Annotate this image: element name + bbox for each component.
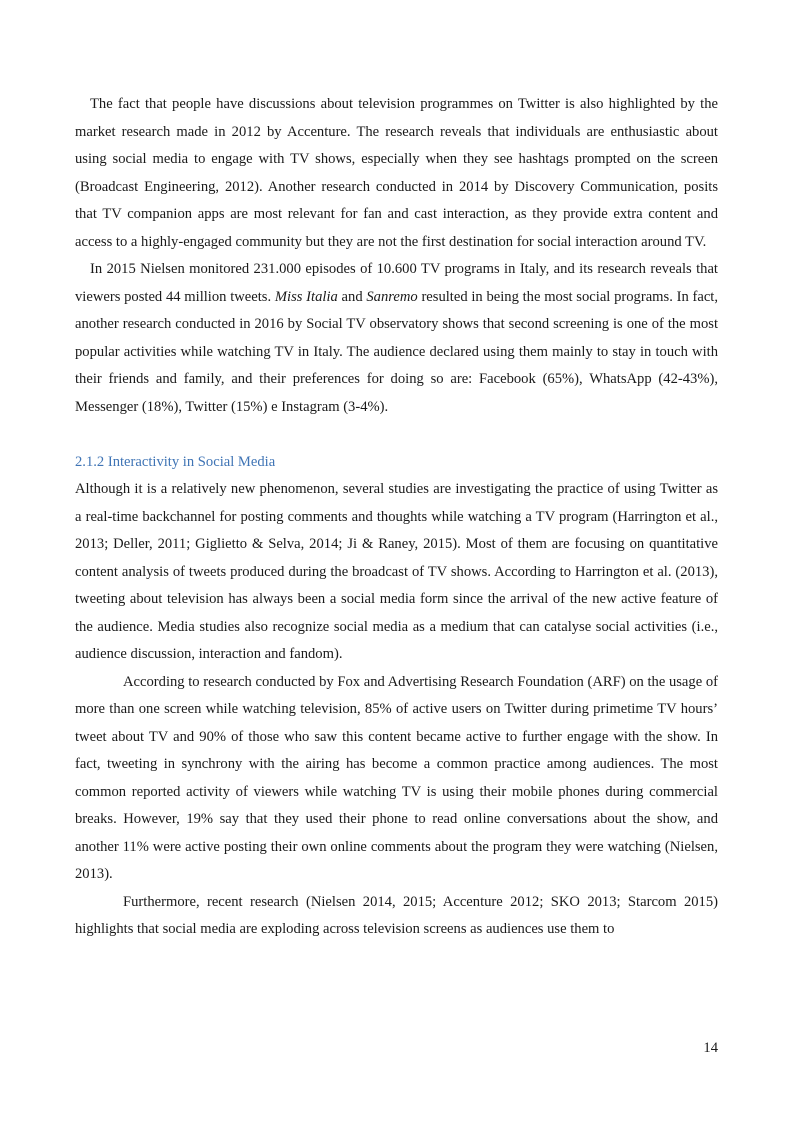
paragraph-nielsen-text-start: In 2015 Nielsen monitored 231.000 episodes of 10.600 TV programs in Italy, and its research reveals that viewers posted 44 million tweets. — [75, 261, 718, 305]
miss-italia-title: Miss Italia — [274, 288, 338, 305]
paragraph-interactivity: Although it is a relatively new phenomenon, several studies are investigating the practice of using Twitter as a real-time backchannel for posting comments and thoughts while watching a TV program (Harrington et al., 2013; Deller, 2011; Giglietto & Selva, 2014; Ji & Raney, 2015). Most of them are focusing on quantitative content analysis of tweets produced during the broadcast of TV shows. According to Harrington et al. (2013), tweeting about television has always been a social media form since the arrival of the new active feature of the audience. Media studies also recognize social media as a medium that can catalyse social activities (i.e., audience discussion, interaction and fandom). — [75, 481, 718, 662]
section-heading: 2.1.2 Interactivity in Social Media — [75, 453, 276, 470]
paragraph-nielsen-italy — [75, 256, 718, 421]
paragraph-nielsen-and: and — [337, 288, 367, 305]
paragraph-nielsen-text-end: resulted in being the most social programs. In fact, another research conducted in 2016 by Social TV observatory shows that second screening is one of the most popular activities while watching TV in Italy. The audience declared using them mainly to stay in touch with their friends and family, and their preferences for doing so are: Facebook (65%), WhatsApp (42-43%), Messenger (18%), Twitter (15%) e Instagram (3-4%). — [75, 288, 719, 415]
paragraph-recent-research: Furthermore, recent research (Nielsen 2014, 2015; Accenture 2012; SKO 2013; Starcom 2015) highlights that social media are exploding across television screens as audiences use them to — [75, 893, 718, 937]
sanremo-title: Sanremo — [366, 288, 418, 305]
page-number: 14 — [703, 1040, 718, 1056]
paragraph-accenture-research: The fact that people have discussions about television programmes on Twitter is also highlighted by the market research made in 2012 by Accenture. The research reveals that individuals are enthusiastic about using social media to engage with TV shows, especially when they see hashtags prompted on the screen (Broadcast Engineering, 2012). Another research conducted in 2014 by Discovery Communication, posits that TV companion apps are most relevant for fan and cast interaction, as they provide extra content and access to a highly-engaged community but they are not the first destination for social interaction around TV. — [75, 96, 718, 250]
page-body — [75, 91, 718, 944]
paragraph-fox-arf-research: According to research conducted by Fox and Advertising Research Foundation (ARF) on the usage of more than one screen while watching television, 85% of active users on Twitter during primetime TV hours’ tweet about TV and 90% of those who saw this content became active to further engage with the show. In fact, tweeting in synchrony with the airing has become a common practice among audiences. The most common reported activity of viewers while watching TV is using their mobile phones during commercial breaks. However, 19% say that they used their phone to read online conversations about the show, and another 11% were active posting their own online comments about the program they were watching (Nielsen, 2013). — [75, 673, 718, 882]
